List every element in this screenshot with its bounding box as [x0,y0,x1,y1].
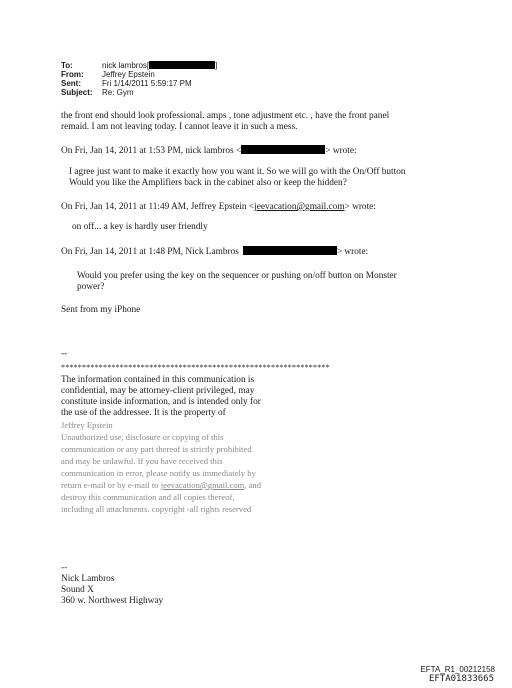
disclaimer-line: Unauthorized use, disclosure or copying of this [61,432,224,442]
document-code: EFTA_R1_00212158 [420,665,495,674]
document-code-bates: EFTA01833665 [428,674,494,684]
quote-line: power? [77,282,105,292]
disclaimer-text: return e-mail or by e-mail to [61,480,161,490]
quote-header-end: > wrote: [336,247,369,257]
disclaimer-line: including all attachments. copyright -all rights reserved [61,504,252,514]
subject-value: Re: Gym [102,88,134,97]
sent-label: Sent: [61,79,81,88]
disclaimer-line: Jeffrey Epstein [61,420,113,430]
signature-dashes: -- [61,563,68,573]
quote-line: on off... a key is hardly user friendly [72,222,208,232]
signature-address: 360 w. Northwest Highway [61,596,164,606]
quote-header [61,202,376,213]
quote-line: Would you prefer using the key on the sequencer or pushing on/off button on Monster [77,271,397,281]
signature-name: Nick Lambros [61,574,115,584]
from-label: From: [61,70,84,79]
subject-label: Subject: [61,88,93,97]
sent-from-line: Sent from my iPhone [61,305,141,315]
subject-row [61,88,281,97]
body-line: remaid. I am not leaving today. I cannot leave it in such a mess. [61,122,298,132]
from-row [61,70,281,79]
quote-header-text: On Fri, Jan 14, 2011 at 1:48 PM, Nick Lambros [61,247,239,257]
disclaimer-line: communication or any part thereof is strictly prohibited [61,444,252,454]
redaction-box [243,246,337,255]
disclaimer-line: destroy this communication and all copies thereof, [61,492,235,502]
disclaimer-line: and may be unlawful. If you have received this [61,456,223,466]
sent-value: Fri 1/14/2011 5:59:17 PM [102,79,192,88]
quote-header-end: > wrote: [344,202,376,212]
separator-stars: **************************************************************** [61,363,330,372]
email-link[interactable]: jeevacation@gmail.com [160,480,245,490]
disclaimer-line [61,480,261,491]
body-line: the front end should look professional. amps , tone adjustment etc. , have the front panel [61,111,390,121]
quote-header [61,145,357,157]
disclaimer-line: constitute inside information, and is intended only for [61,397,261,407]
disclaimer-line: communication in error, please notify us immediately by [61,468,256,478]
quote-line: I agree just want to make it exactly how you want it. So we will go with the On/Off button [69,167,406,177]
sent-row [61,79,281,88]
quote-header-end: > wrote: [325,146,357,156]
to-row [61,61,281,70]
disclaimer-line: confidential, may be attorney-client privileged, may [61,386,255,396]
email-header [61,61,281,101]
quote-header-text: On Fri, Jan 14, 2011 at 11:49 AM, Jeffrey Epstein < [61,202,255,212]
disclaimer-line: The information contained in this communication is [61,375,255,385]
signature-company: Sound X [61,585,94,595]
to-label: To: [61,61,73,70]
redaction-box [241,145,325,154]
to-value: nick lambros[ [102,61,150,70]
quote-line: Would you like the Amplifiers back in the cabinet also or keep the hidden? [69,178,347,188]
redaction-box [149,61,218,70]
disclaimer-text: , and [244,480,262,490]
to-end: ] [215,61,218,70]
quote-header-text: On Fri, Jan 14, 2011 at 1:53 PM, nick lambros < [61,146,242,156]
from-value: Jeffrey Epstein [102,70,155,79]
disclaimer-line: the use of the addressee. It is the property of [61,408,226,418]
quote-header [61,246,368,258]
email-link[interactable]: jeevacation@gmail.com [254,202,345,212]
separator-dashes: -- [61,349,68,359]
